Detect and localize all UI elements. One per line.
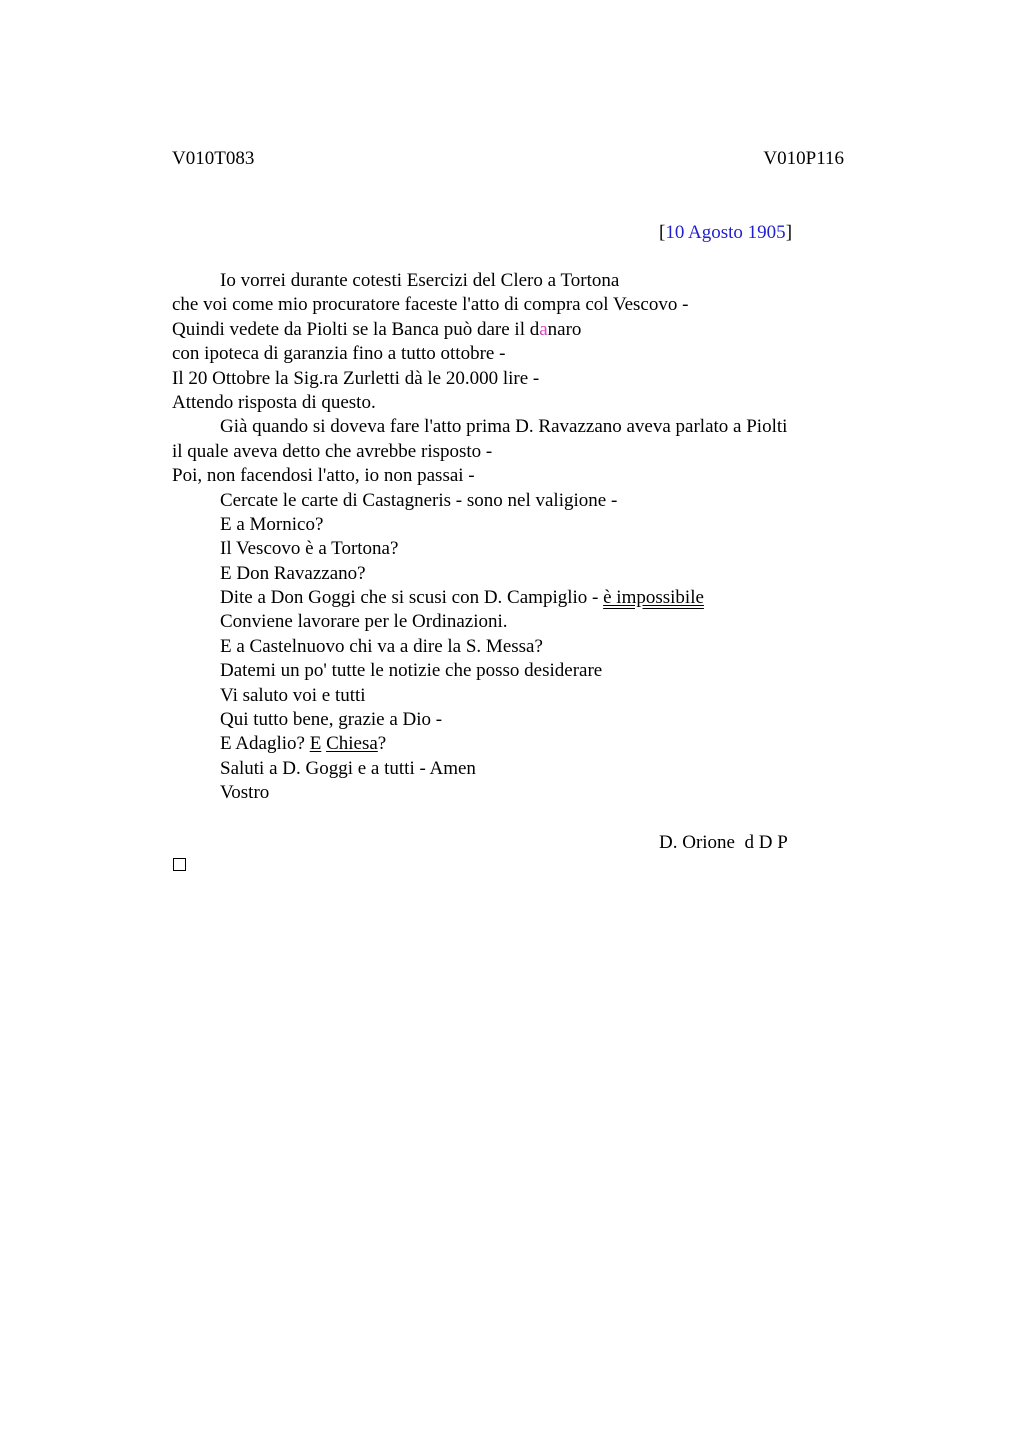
text-line: con ipoteca di garanzia fino a tutto ottobre - (172, 343, 506, 365)
text-line (172, 732, 872, 756)
text-line: Vi saluto voi e tutti (220, 684, 366, 706)
correction-mark: a (539, 318, 548, 340)
text-line: Io vorrei durante cotesti Esercizi del Clero a Tortona (220, 270, 620, 291)
date-close-bracket: ] (785, 222, 793, 243)
text-line: che voi come mio procuratore faceste l'atto di compra col Vescovo - (172, 294, 689, 316)
text-segment: E Adaglio? (220, 733, 310, 755)
text-line: il quale aveva detto che avrebbe risposto - (172, 440, 493, 462)
text-line: Saluti a D. Goggi e a tutti - Amen (220, 757, 476, 779)
date-text: 10 Agosto 1905 (665, 222, 786, 243)
signature: D. Orione d D P (659, 832, 788, 853)
letter-date (659, 221, 792, 245)
text-line: E a Castelnuovo chi va a dire la S. Messa? (220, 635, 543, 657)
text-line: Il 20 Ottobre la Sig.ra Zurletti dà le 20.000 lire - (172, 367, 540, 389)
text-line (172, 586, 872, 610)
empty-square-icon (173, 858, 186, 871)
text-segment: Quindi vedete da Piolti se la Banca può dare il d (172, 318, 540, 340)
document-code-right: V010P116 (763, 148, 844, 169)
underlined-text: E (309, 733, 322, 755)
date-open-bracket: [ (659, 222, 666, 243)
text-line: Datemi un po' tutte le notizie che posso desiderare (220, 660, 603, 682)
double-underlined-text: è impossibile (603, 587, 704, 609)
text-line: Poi, non facendosi l'atto, io non passai - (172, 465, 475, 487)
text-line: Cercate le carte di Castagneris - sono nel valigione - (220, 489, 618, 511)
text-line: Qui tutto bene, grazie a Dio - (220, 709, 443, 731)
document-code-left: V010T083 (172, 148, 255, 169)
text-segment: ? (377, 733, 387, 755)
text-line: Attendo risposta di questo. (172, 391, 376, 413)
text-line: Già quando si doveva fare l'atto prima D. Ravazzano aveva parlato a Piolti (220, 416, 788, 438)
text-line: E Don Ravazzano? (220, 562, 366, 584)
underlined-text: Chiesa (326, 733, 378, 755)
text-line: Vostro (220, 782, 270, 804)
text-line: Conviene lavorare per le Ordinazioni. (220, 611, 508, 633)
letter-body (172, 269, 872, 806)
text-segment: Dite a Don Goggi che si scusi con D. Campiglio - (220, 587, 604, 609)
text-line (172, 318, 872, 342)
text-segment: naro (547, 318, 582, 340)
text-line: E a Mornico? (220, 513, 324, 535)
text-line: Il Vescovo è a Tortona? (220, 538, 399, 560)
